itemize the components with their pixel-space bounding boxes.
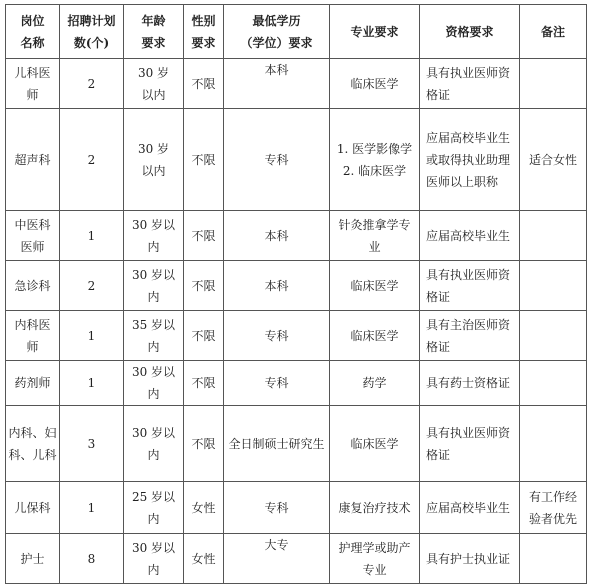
cell-age: 25 岁以内 <box>124 482 184 534</box>
cell-qualification: 具有执业医师资 格证 <box>420 406 520 482</box>
cell-qualification: 应届高校毕业生 <box>420 482 520 534</box>
cell-gender: 女性 <box>184 482 224 534</box>
cell-name: 内科医 师 <box>6 311 60 361</box>
cell-education: 全日制硕士研究生 <box>224 406 330 482</box>
cell-qualification: 具有护士执业证 <box>420 534 520 584</box>
table-row <box>6 406 587 482</box>
cell-education: 本科 <box>224 261 330 311</box>
cell-count: 2 <box>60 109 124 211</box>
cell-major: 康复治疗技术 <box>330 482 420 534</box>
table-row <box>6 211 587 261</box>
cell-qualification: 具有执业医师资 格证 <box>420 261 520 311</box>
table-row <box>6 534 587 584</box>
cell-major: 护理学或助产 专业 <box>330 534 420 584</box>
cell-age: 30 岁以内 <box>124 406 184 482</box>
cell-major: 针灸推拿学专 业 <box>330 211 420 261</box>
cell-count: 1 <box>60 482 124 534</box>
cell-name: 儿科医 师 <box>6 59 60 109</box>
cell-note <box>520 406 587 482</box>
cell-count: 1 <box>60 311 124 361</box>
cell-qualification: 应届高校毕业生 或取得执业助理 医师以上职称 <box>420 109 520 211</box>
table-row <box>6 482 587 534</box>
cell-qualification: 具有药士资格证 <box>420 361 520 406</box>
cell-education: 大专 <box>224 534 330 584</box>
cell-count: 2 <box>60 261 124 311</box>
table-row <box>6 59 587 109</box>
cell-gender: 不限 <box>184 211 224 261</box>
cell-note: 适合女性 <box>520 109 587 211</box>
cell-major: 临床医学 <box>330 311 420 361</box>
cell-note <box>520 311 587 361</box>
cell-count: 3 <box>60 406 124 482</box>
cell-name: 护士 <box>6 534 60 584</box>
cell-major: 药学 <box>330 361 420 406</box>
cell-gender: 不限 <box>184 261 224 311</box>
cell-note <box>520 211 587 261</box>
cell-major: 1. 医学影像学 2. 临床医学 <box>330 109 420 211</box>
cell-age: 30 岁以内 <box>124 261 184 311</box>
header-position-name: 岗位 名称 <box>6 5 60 59</box>
header-age: 年龄 要求 <box>124 5 184 59</box>
cell-gender: 不限 <box>184 361 224 406</box>
header-gender: 性别 要求 <box>184 5 224 59</box>
cell-name: 急诊科 <box>6 261 60 311</box>
cell-count: 8 <box>60 534 124 584</box>
recruitment-table <box>5 4 587 584</box>
cell-age: 30 岁以内 <box>124 534 184 584</box>
cell-age: 30 岁以内 <box>124 211 184 261</box>
cell-name: 超声科 <box>6 109 60 211</box>
cell-gender: 不限 <box>184 311 224 361</box>
cell-gender: 不限 <box>184 59 224 109</box>
cell-education: 专科 <box>224 482 330 534</box>
cell-count: 1 <box>60 361 124 406</box>
cell-note <box>520 534 587 584</box>
header-note: 备注 <box>520 5 587 59</box>
cell-age: 30 岁 以内 <box>124 59 184 109</box>
cell-education: 本科 <box>224 59 330 109</box>
header-qualification: 资格要求 <box>420 5 520 59</box>
table-row <box>6 311 587 361</box>
cell-education: 专科 <box>224 311 330 361</box>
cell-education: 专科 <box>224 361 330 406</box>
cell-note <box>520 361 587 406</box>
cell-gender: 不限 <box>184 109 224 211</box>
cell-count: 2 <box>60 59 124 109</box>
cell-gender: 不限 <box>184 406 224 482</box>
recruitment-table-container <box>5 4 587 584</box>
cell-age: 30 岁 以内 <box>124 109 184 211</box>
cell-note: 有工作经 验者优先 <box>520 482 587 534</box>
table-row <box>6 361 587 406</box>
cell-name: 内科、妇 科、儿科 <box>6 406 60 482</box>
cell-name: 药剂师 <box>6 361 60 406</box>
cell-qualification: 应届高校毕业生 <box>420 211 520 261</box>
cell-education: 本科 <box>224 211 330 261</box>
header-major: 专业要求 <box>330 5 420 59</box>
header-row <box>6 5 587 59</box>
cell-education: 专科 <box>224 109 330 211</box>
table-row <box>6 109 587 211</box>
cell-major: 临床医学 <box>330 261 420 311</box>
cell-name: 中医科 医师 <box>6 211 60 261</box>
cell-count: 1 <box>60 211 124 261</box>
cell-major: 临床医学 <box>330 59 420 109</box>
cell-gender: 女性 <box>184 534 224 584</box>
cell-qualification: 具有主治医师资 格证 <box>420 311 520 361</box>
cell-major: 临床医学 <box>330 406 420 482</box>
cell-note <box>520 59 587 109</box>
header-plan-count: 招聘计划 数(个) <box>60 5 124 59</box>
cell-age: 35 岁以内 <box>124 311 184 361</box>
cell-age: 30 岁以内 <box>124 361 184 406</box>
cell-name: 儿保科 <box>6 482 60 534</box>
table-row <box>6 261 587 311</box>
cell-note <box>520 261 587 311</box>
header-education: 最低学历 （学位）要求 <box>224 5 330 59</box>
cell-qualification: 具有执业医师资 格证 <box>420 59 520 109</box>
